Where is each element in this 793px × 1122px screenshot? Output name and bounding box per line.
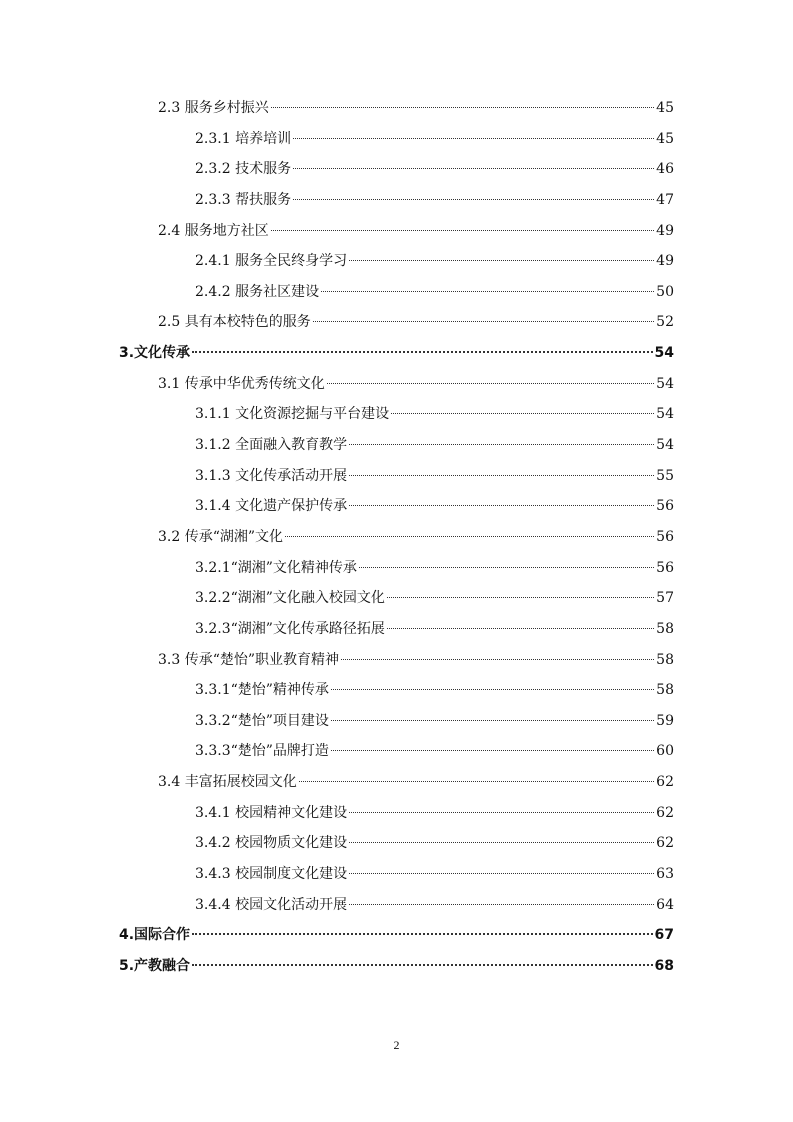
dot-leader xyxy=(391,413,654,414)
toc-entry-title: 3.4 丰富拓展校园文化 xyxy=(158,774,297,791)
toc-entry[interactable] xyxy=(195,710,674,732)
toc-entry-title: 2.3.2 技术服务 xyxy=(195,161,292,178)
toc-entry-page: 54 xyxy=(656,437,674,454)
toc-entry[interactable] xyxy=(119,342,674,364)
dot-leader xyxy=(349,904,654,905)
toc-entry[interactable] xyxy=(195,465,674,487)
dot-leader xyxy=(192,351,652,353)
dot-leader xyxy=(349,842,654,843)
toc-entry[interactable] xyxy=(195,587,674,609)
toc-entry-page: 56 xyxy=(656,559,674,576)
toc-entry[interactable] xyxy=(195,863,674,885)
toc-entry-title: 2.4.1 服务全民终身学习 xyxy=(195,253,348,270)
toc-entry-page: 62 xyxy=(656,835,674,852)
toc-entry-title: 3.4.1 校园精神文化建设 xyxy=(195,804,348,821)
toc-entry-title: 3.2.2“湖湘”文化融入校园文化 xyxy=(195,590,385,607)
dot-leader xyxy=(327,383,654,384)
toc-entry-page: 56 xyxy=(656,498,674,515)
toc-entry-page: 49 xyxy=(656,222,674,239)
toc-entry-page: 58 xyxy=(656,682,674,699)
toc-entry-title: 4.国际合作 xyxy=(119,927,191,944)
toc-entry[interactable] xyxy=(158,771,674,793)
toc-entry-title: 3.4.4 校园文化活动开展 xyxy=(195,896,348,913)
toc-entry-page: 57 xyxy=(656,590,674,607)
toc-entry-page: 58 xyxy=(656,620,674,637)
toc-entry-title: 3.1.2 全面融入教育教学 xyxy=(195,437,348,454)
toc-entry-title: 3.1 传承中华优秀传统文化 xyxy=(158,375,325,392)
dot-leader xyxy=(349,505,654,506)
toc-entry-page: 64 xyxy=(656,896,674,913)
page-number: 2 xyxy=(393,1038,400,1052)
toc-entry[interactable] xyxy=(195,557,674,579)
toc-entry[interactable] xyxy=(195,679,674,701)
dot-leader xyxy=(299,781,654,782)
toc-entry-title: 3.1.1 文化资源挖掘与平台建设 xyxy=(195,406,390,423)
toc-entry-title: 3.2.3“湖湘”文化传承路径拓展 xyxy=(195,620,385,637)
toc-entry-page: 59 xyxy=(656,712,674,729)
toc-entry-title: 3.1.4 文化遗产保护传承 xyxy=(195,498,348,515)
toc-entry-page: 68 xyxy=(654,957,674,974)
dot-leader xyxy=(359,567,654,568)
dot-leader xyxy=(349,260,654,261)
toc-entry-page: 54 xyxy=(656,375,674,392)
dot-leader xyxy=(293,138,654,139)
toc-entry-page: 62 xyxy=(656,804,674,821)
toc-entry[interactable] xyxy=(195,128,674,150)
toc-entry-page: 58 xyxy=(656,651,674,668)
toc-entry[interactable] xyxy=(195,894,674,916)
toc-entry[interactable] xyxy=(119,924,674,946)
toc-entry[interactable] xyxy=(158,97,674,119)
toc-entry-page: 60 xyxy=(656,743,674,760)
toc-entry-title: 2.3.3 帮扶服务 xyxy=(195,191,292,208)
toc-entry-page: 52 xyxy=(656,314,674,331)
toc-entry-page: 54 xyxy=(654,345,674,362)
toc-entry-page: 54 xyxy=(656,406,674,423)
toc-entry-page: 63 xyxy=(656,866,674,882)
toc-entry-title: 2.5 具有本校特色的服务 xyxy=(158,314,311,331)
dot-leader xyxy=(387,597,654,598)
toc-entry-page: 56 xyxy=(656,528,674,545)
toc-entry-title: 3.3 传承“楚怡”职业教育精神 xyxy=(158,651,340,668)
toc-entry[interactable] xyxy=(158,526,674,548)
toc-entry-title: 3.3.1“楚怡”精神传承 xyxy=(195,682,329,699)
toc-entry[interactable] xyxy=(158,220,674,242)
dot-leader xyxy=(285,536,654,537)
toc-entry[interactable] xyxy=(158,373,674,395)
toc-entry-title: 3.2 传承“湖湘”文化 xyxy=(158,528,284,545)
toc-entry-title: 5.产教融合 xyxy=(119,957,191,974)
toc-entry[interactable] xyxy=(158,311,674,333)
toc-entry[interactable] xyxy=(158,649,674,671)
dot-leader xyxy=(313,321,654,322)
toc-entry-title: 2.4.2 服务社区建设 xyxy=(195,283,320,300)
toc-entry-page: 47 xyxy=(656,191,674,208)
toc-entry[interactable] xyxy=(195,832,674,854)
toc-entry[interactable] xyxy=(195,189,674,211)
dot-leader xyxy=(331,750,654,751)
toc-entry-title: 3.3.3“楚怡”品牌打造 xyxy=(195,743,329,760)
toc-entry-title: 3.3.2“楚怡”项目建设 xyxy=(195,712,329,729)
dot-leader xyxy=(321,291,654,292)
toc-entry[interactable] xyxy=(195,618,674,640)
toc-entry-title: 2.3.1 培养培训 xyxy=(195,130,292,147)
dot-leader xyxy=(271,230,654,231)
toc-entry-title: 3.2.1“湖湘”文化精神传承 xyxy=(195,559,357,576)
dot-leader xyxy=(192,933,652,935)
toc-entry[interactable] xyxy=(195,158,674,180)
toc-entry[interactable] xyxy=(195,740,674,762)
dot-leader xyxy=(341,659,654,660)
toc-entry-page: 62 xyxy=(656,774,674,791)
toc-entry-page: 45 xyxy=(656,130,674,147)
toc-entry-title: 3.文化传承 xyxy=(119,345,191,362)
toc-entry-page: 67 xyxy=(654,927,674,944)
toc-entry[interactable] xyxy=(195,434,674,456)
toc-entry-title: 3.1.3 文化传承活动开展 xyxy=(195,467,348,484)
toc-entry-page: 55 xyxy=(656,467,674,484)
toc-entry-title: 2.3 服务乡村振兴 xyxy=(158,100,269,116)
dot-leader xyxy=(293,168,654,169)
toc-entry-page: 50 xyxy=(656,283,674,300)
dot-leader xyxy=(349,812,654,813)
toc-entry-page: 45 xyxy=(656,100,674,116)
dot-leader xyxy=(293,199,654,200)
toc-entry[interactable] xyxy=(195,403,674,425)
toc-entry[interactable] xyxy=(195,495,674,517)
dot-leader xyxy=(331,689,654,690)
toc-entry-title: 3.4.2 校园物质文化建设 xyxy=(195,835,348,852)
dot-leader xyxy=(192,964,652,966)
toc-entry-title: 2.4 服务地方社区 xyxy=(158,222,269,239)
toc-entry[interactable] xyxy=(195,250,674,272)
toc-entry-page: 49 xyxy=(656,253,674,270)
toc-entry[interactable] xyxy=(119,955,674,977)
dot-leader xyxy=(349,444,654,445)
dot-leader xyxy=(271,107,654,108)
toc-entry[interactable] xyxy=(195,281,674,303)
toc-entry[interactable] xyxy=(195,802,674,824)
toc-entry-title: 3.4.3 校园制度文化建设 xyxy=(195,866,348,882)
dot-leader xyxy=(349,475,654,476)
dot-leader xyxy=(387,628,654,629)
dot-leader xyxy=(349,873,654,874)
dot-leader xyxy=(331,720,654,721)
toc-entry-page: 46 xyxy=(656,161,674,178)
